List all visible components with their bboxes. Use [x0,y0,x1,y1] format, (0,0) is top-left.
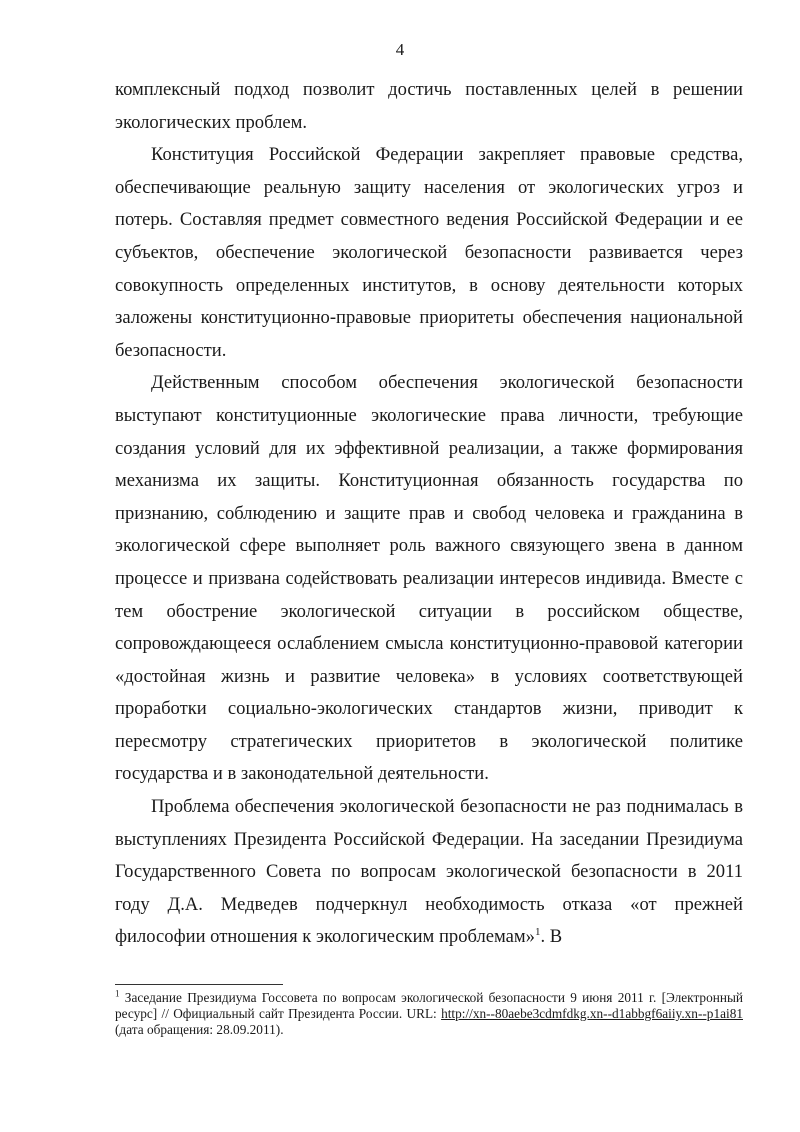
footnote-date: (дата обращения: 28.09.2011). [115,1022,284,1037]
footnote-reference[interactable]: 1 [534,926,541,939]
footnote [115,990,743,1038]
paragraph-1: комплексный подход позволит достичь поставленных целей в решении экологических проблем. [115,79,743,133]
footnote-separator [115,984,283,985]
footnote-text: Заседание Президиума Госсовета по вопросам экологической безопасности 9 июня 2011 г. [Электронный ресурс] // Официальный сайт Президента России. URL: [115,990,744,1021]
body-text [115,74,743,954]
paragraph-4-tail: . В [540,926,563,948]
footnote-link[interactable]: http://xn--80aebe3cdmfdkg.xn--d1abbgf6aiiy.xn--p1ai81 [441,1006,743,1021]
footnote-marker: 1 [115,988,120,999]
page-number: 4 [395,40,405,59]
paragraph-3: Действенным способом обеспечения экологической безопасности выступают конституционные экологические права личности, требующие создания условий для их эффективной реализации, а также формирования механизма их защиты. Конституционная обязанность государства по признанию, соблюдению и защите прав и свобод человека и гражданина в экологической сфере выполняет роль важного связующего звена в данном процессе и призвана содействовать реализации интересов индивида. Вместе с тем обострение экологической ситуации в российском обществе, сопровождающееся ослаблением смысла конституционно-правовой категории «достойная жизнь и развитие человека» в условиях соответствующей проработки социально-экологических стандартов жизни, приводит к пересмотру стратегических приоритетов в экологической политике государства и в законодательной деятельности. [115,372,743,785]
paragraph-4 [115,791,743,954]
paragraph-2: Конституция Российской Федерации закрепляет правовые средства, обеспечивающие реальную защиту населения от экологических угроз и потерь. Составляя предмет совместного ведения Российской Федерации и ее субъектов, обеспечение экологической безопасности развивается через совокупность определенных институтов, в основу деятельности которых заложены конституционно-правовые приоритеты обеспечения национальной безопасности. [115,144,743,361]
paragraph-4-text: Проблема обеспечения экологической безопасности не раз поднималась в выступлениях Президента Российской Федерации. На заседании Президиума Государственного Совета по вопросам экологической безопасности в 2011 году Д.А. Медведев подчеркнул необходимость отказа «от прежней философии отношения к экологическим проблемам» [115,796,743,948]
